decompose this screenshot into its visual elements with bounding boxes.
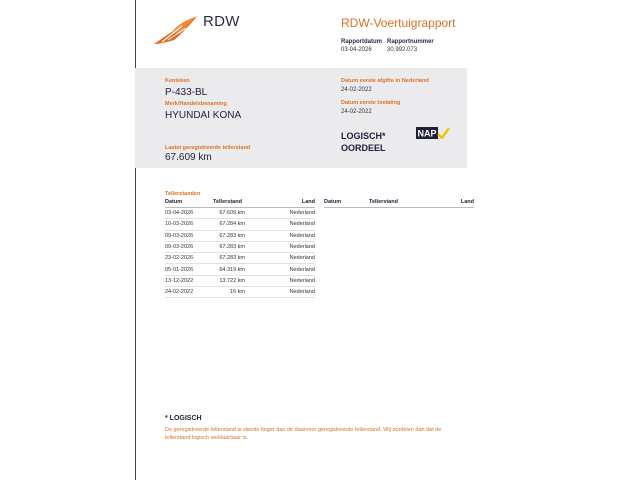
table-header-row — [324, 199, 474, 208]
tellerstanden-table — [165, 199, 315, 298]
afgifte-value: 24-02-2022 — [341, 87, 372, 93]
row-tellerstand: 13.722 km — [213, 275, 263, 286]
row-datum: 05-01-2026 — [165, 264, 213, 275]
row-datum: 23-02-2026 — [165, 253, 213, 264]
col-tellerstand-header: Tellerstand — [369, 199, 429, 208]
col-tellerstand-header: Tellerstand — [213, 199, 263, 208]
footnote-title: * LOGISCH — [165, 415, 202, 422]
oordeel-line1: LOGISCH* — [341, 131, 386, 141]
toelating-value: 24-02-2022 — [341, 109, 372, 115]
row-datum: 13-12-2022 — [165, 275, 213, 286]
report-title: RDW-Voertuigrapport — [341, 16, 456, 30]
table-row — [165, 287, 315, 298]
row-tellerstand: 67.284 km — [213, 219, 263, 230]
row-land: Nederland — [263, 219, 315, 230]
toelating-label: Datum eerste toelating — [341, 100, 401, 106]
merk-label: Merk/Handelsbenaming — [165, 101, 227, 107]
col-land-header: Land — [263, 199, 315, 208]
row-tellerstand: 67.283 km — [213, 253, 263, 264]
tellerstand-value: 67.609 km — [165, 152, 212, 163]
row-land: Nederland — [263, 275, 315, 286]
row-datum: 24-02-2022 — [165, 287, 213, 298]
rapportnummer-block — [387, 39, 434, 53]
rapportdatum-block — [341, 39, 382, 53]
row-land: Nederland — [263, 241, 315, 252]
row-tellerstand: 16 km — [213, 287, 263, 298]
row-land: Nederland — [263, 264, 315, 275]
table-row — [165, 208, 315, 219]
tellerstanden-table-continued — [324, 199, 474, 208]
tellerstanden-title: Tellerstanden — [165, 191, 201, 197]
tellerstand-label: Laatst geregistreerde tellerstand — [165, 145, 251, 151]
rapportdatum-value: 03-04-2026 — [341, 47, 372, 53]
svg-text:NAP: NAP — [417, 128, 437, 139]
oordeel-line2: OORDEEL — [341, 143, 386, 153]
row-datum: 10-03-2026 — [165, 219, 213, 230]
row-datum: 09-03-2026 — [165, 241, 213, 252]
rapportdatum-label: Rapportdatum — [341, 39, 382, 45]
rdw-logo-icon — [152, 14, 200, 46]
rapportnummer-label: Rapportnummer — [387, 39, 434, 45]
col-datum-header: Datum — [165, 199, 213, 208]
nap-logo-icon — [416, 127, 450, 139]
row-land: Nederland — [263, 287, 315, 298]
row-tellerstand: 67.283 km — [213, 241, 263, 252]
row-tellerstand: 67.283 km — [213, 230, 263, 241]
row-tellerstand: 64.319 km — [213, 264, 263, 275]
row-land: Nederland — [263, 208, 315, 219]
col-land-header: Land — [429, 199, 474, 208]
row-tellerstand: 67.609 km — [213, 208, 263, 219]
row-land: Nederland — [263, 230, 315, 241]
rapportnummer-value: 30.992.073 — [387, 47, 418, 53]
footnote-text: De geregistreerde tellerstand is steeds hoger dan de daarvoor geregistreerde tellerstand. Wij oordelen dan dat de tellerstand logisch verklaarbaar is. — [165, 427, 442, 441]
kenteken-value: P-433-BL — [165, 87, 208, 98]
col-datum-header: Datum — [324, 199, 369, 208]
kenteken-label: Kenteken — [165, 78, 190, 84]
brand-name: RDW — [203, 13, 240, 30]
table-header-row — [165, 199, 315, 208]
merk-value: HYUNDAI KONA — [165, 110, 242, 121]
table-row — [165, 219, 315, 230]
row-datum: 03-04-2026 — [165, 208, 213, 219]
afgifte-label: Datum eerste afgifte in Nederland — [341, 78, 429, 84]
table-row — [165, 275, 315, 286]
oordeel-verdict — [341, 130, 386, 154]
table-row — [165, 230, 315, 241]
table-row — [165, 241, 315, 252]
row-datum: 09-03-2026 — [165, 230, 213, 241]
table-row — [165, 264, 315, 275]
row-land: Nederland — [263, 253, 315, 264]
table-row — [165, 253, 315, 264]
